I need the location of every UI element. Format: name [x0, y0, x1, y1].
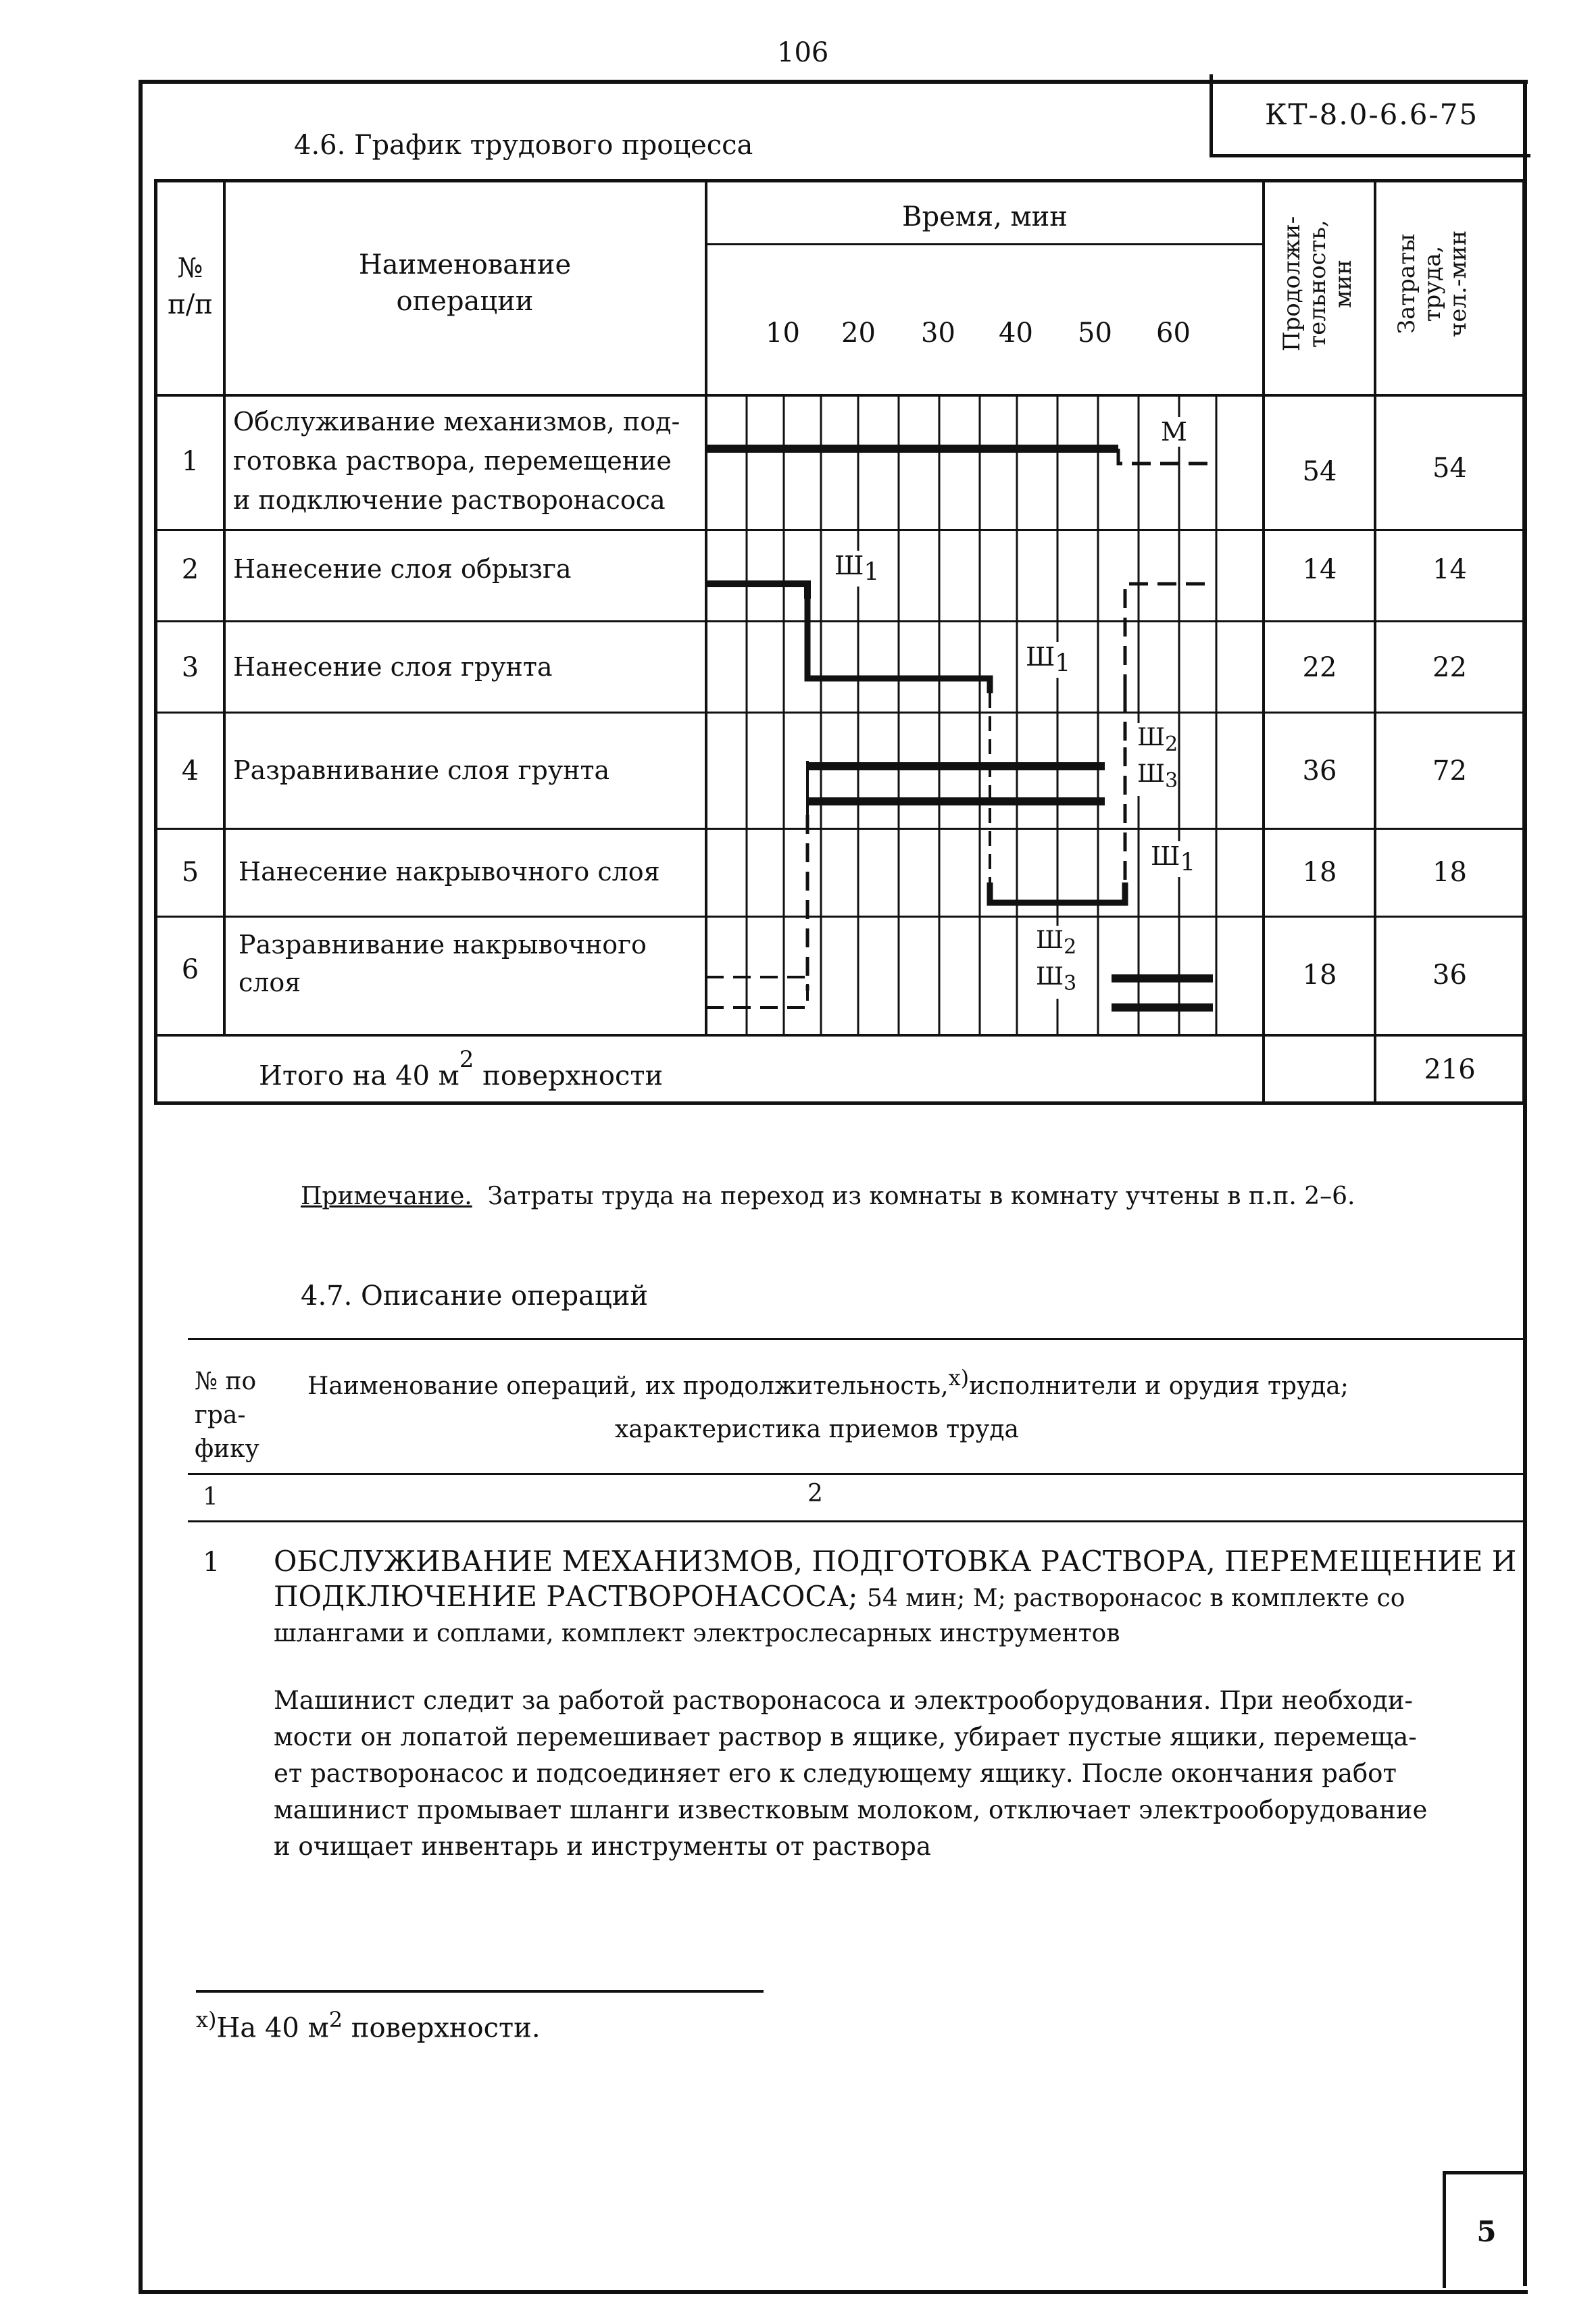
marker: $Ш_2$ $Ш_3$ — [1137, 723, 1178, 796]
section-title: 4.6. График трудового процесса — [294, 130, 753, 161]
tick-label: 30 — [921, 318, 955, 349]
footnote: $^{х)}$На 40 $м^2$ поверхности. — [196, 2007, 541, 2044]
header-labor: Затраты труда, чел.-мин — [1393, 230, 1472, 338]
marker: $Ш_1$ — [1151, 841, 1196, 877]
row-labor: 36 — [1432, 960, 1467, 991]
row-num: 1 — [181, 446, 199, 477]
header-num: № п/п — [168, 253, 213, 320]
row-name: Разравнивание накрывочного слоя — [239, 930, 647, 997]
footnote-rule — [196, 1990, 764, 1993]
header-duration: Продолжи- тельность, мин — [1278, 216, 1357, 352]
header-time: Время, мин — [902, 201, 1068, 232]
tick-label: 40 — [999, 318, 1033, 349]
total-label: Итого на 40 $м^2$ поверхности — [259, 1046, 664, 1092]
ops-num-col1: 1 — [203, 1483, 218, 1511]
row-num: 4 — [181, 755, 199, 787]
bar-row2 — [706, 584, 807, 599]
row-labor: 72 — [1432, 755, 1467, 787]
header-operation-name: Наименование операции — [358, 249, 572, 317]
note: Примечание. Затраты труда на переход из комнаты в комнату учтены в п.п. 2–6. — [301, 1183, 1355, 1210]
row-name: Обслуживание механизмов, под- готовка раствора, перемещение и подключение растворонасоса — [233, 407, 680, 515]
marker: $Ш_1$ — [1026, 642, 1071, 678]
row-labor: 14 — [1432, 554, 1467, 585]
row-name: Нанесение слоя обрызга — [233, 554, 572, 584]
ops-col2-line1: Наименование операций, их продолжительность,$^{х)}$исполнители и орудия труда; — [307, 1365, 1349, 1400]
row-duration: 18 — [1302, 960, 1337, 991]
marker: $Ш_1$ — [834, 551, 880, 587]
ops-table-top — [188, 1338, 1523, 1340]
row-num: 3 — [181, 652, 199, 683]
corner-page-number: 5 — [1443, 2171, 1527, 2288]
page-number: 106 — [777, 37, 829, 68]
marker: $Ш_2$ $Ш_3$ — [1036, 926, 1076, 999]
row-duration: 36 — [1302, 755, 1337, 787]
document-code: КТ-8.0-6.6-75 — [1210, 74, 1530, 157]
row-num: 5 — [181, 857, 199, 888]
row-name: Разравнивание слоя грунта — [233, 755, 610, 785]
tick-label: 10 — [766, 318, 800, 349]
section2-title: 4.7. Описание операций — [301, 1280, 649, 1312]
row-labor: 54 — [1432, 453, 1467, 484]
ops-col2-line2: характеристика приемов труда — [615, 1416, 1020, 1443]
ops-num-col2: 2 — [807, 1480, 823, 1508]
row-duration: 14 — [1302, 554, 1337, 585]
total-value: 216 — [1424, 1054, 1476, 1085]
tick-label: 50 — [1078, 318, 1112, 349]
row-duration: 54 — [1302, 456, 1337, 487]
ops-table-sep2 — [188, 1520, 1523, 1522]
operation-num: 1 — [203, 1547, 220, 1578]
operation-body: Машинист следит за работой растворонасоса и электрооборудования. При необходи- мости он лопатой перемешивает раствор в ящике, убирает пустые ящики, перемеща- ет растворонасос и подсоединяет его к следующему ящику. После окончания работ машинист промывает шланги известковым молоком, отключает электрооборудование и очищает инвентарь и инструменты от раствора — [274, 1686, 1428, 1861]
gantt-chart — [706, 396, 1264, 1035]
row-name: Нанесение накрывочного слоя — [239, 857, 660, 887]
marker-m: М — [1161, 417, 1187, 447]
ops-table-sep — [188, 1473, 1523, 1475]
operation-title: ОБСЛУЖИВАНИЕ МЕХАНИЗМОВ, ПОДГОТОВКА РАСТВОРА, ПЕРЕМЕЩЕНИЕ И ПОДКЛЮЧЕНИЕ РАСТВОРОНАСОСА; 54 мин; М; растворонасос в комплекте со шлангами и соплами, комплект электрослесарных инструментов — [274, 1545, 1517, 1647]
ops-col1: № по гра- фику — [195, 1368, 259, 1463]
tick-label: 20 — [841, 318, 876, 349]
row-name: Нанесение слоя грунта — [233, 652, 553, 682]
row-duration: 18 — [1302, 857, 1337, 888]
row-num: 2 — [181, 554, 199, 585]
row-labor: 22 — [1432, 652, 1467, 683]
tick-label: 60 — [1156, 318, 1191, 349]
row-num: 6 — [181, 954, 199, 985]
row-labor: 18 — [1432, 857, 1467, 888]
schedule-table — [154, 179, 1526, 1105]
row-duration: 22 — [1302, 652, 1337, 683]
